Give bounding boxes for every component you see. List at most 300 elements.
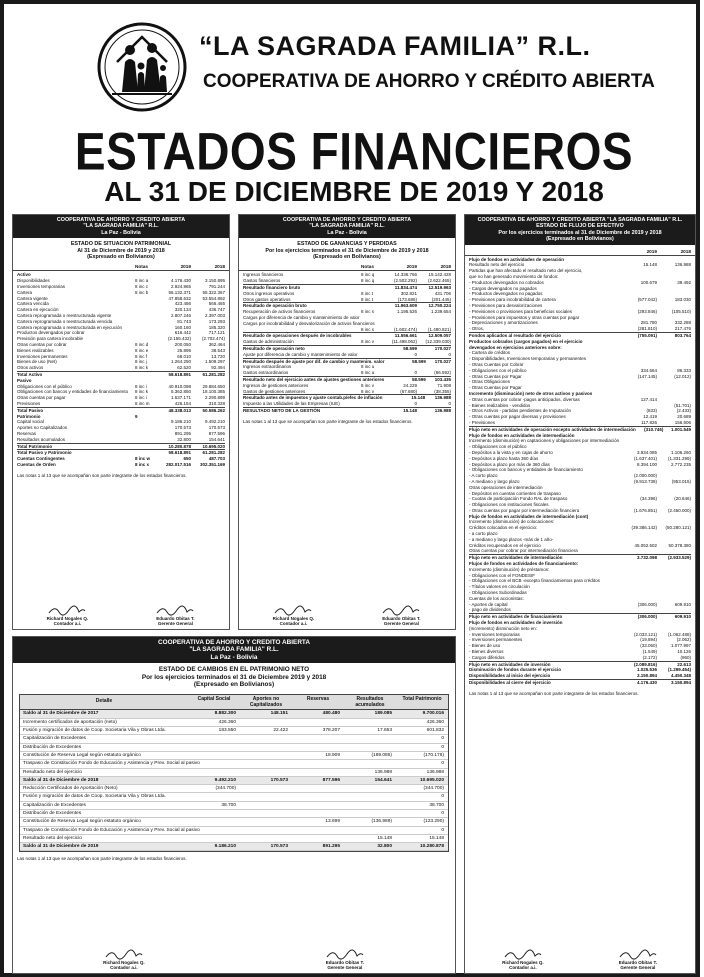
equity-signatures	[13, 948, 455, 970]
row-value-2019: 200.050	[174, 342, 191, 347]
row-label: Previsiones	[17, 400, 41, 406]
row-label: Cuentas de Orden	[17, 461, 56, 467]
row-value-2018: 12.519.963	[428, 285, 451, 291]
row-value-2019: 48.338.013	[168, 407, 191, 413]
row-label: Obligaciones con el público	[17, 383, 72, 389]
equity-h3: La Paz - Bolivia	[210, 653, 258, 661]
row-label: Cargos por diferencia de cambio y mantenimiento de valor	[243, 315, 360, 321]
row-label: Distribución de Excedentes	[23, 811, 82, 816]
row-label: Otras cuentas por pagar	[17, 395, 66, 401]
row-note-ref	[361, 401, 383, 407]
row-value-2018: (12.012)	[674, 373, 691, 379]
table-row	[243, 302, 451, 309]
table-row	[243, 358, 451, 365]
row-value: 170.573	[270, 844, 288, 850]
row-value	[344, 735, 396, 742]
row-value-2019	[623, 548, 657, 554]
row-label: Inversiones temporarias	[17, 284, 66, 290]
row-note-ref: 8 inc e	[135, 347, 149, 353]
row-label: devengados en ejercicios anteriores sobre:	[469, 344, 562, 350]
equity-col-header: Total Patrimonio	[402, 696, 442, 703]
row-value-2019: 117.826	[641, 419, 657, 425]
equity-h1: COOPERATIVA DE AHORRO Y CREDITO ABIERTA	[158, 639, 310, 646]
row-label: - Depósitos a plazo por más de 360 días	[469, 461, 550, 467]
table-row	[243, 401, 451, 407]
row-label: - Obligaciones con bancos y entidades de financiamiento	[469, 467, 583, 473]
row-value: (170.176)	[423, 752, 444, 758]
income-h3: La Paz - Bolivia	[327, 229, 367, 236]
row-value-2019: 127.414	[640, 396, 657, 402]
row-label: Capitalización de Excedentes	[23, 736, 86, 742]
row-label: - Títulos valores en circulación	[469, 584, 530, 590]
row-label: Cartera reprogramada o reestructurada vencida	[17, 318, 113, 324]
row-label: Ingresos extraordinarios	[243, 364, 292, 370]
row-label: Cuentas de los accionistas:	[469, 595, 524, 601]
row-value-2018: 170.573	[208, 425, 225, 431]
row-value-2018: (105.510)	[671, 308, 691, 314]
row-value	[240, 810, 292, 817]
row-value-2018: 310.328	[208, 400, 225, 406]
row-label: RESULTADO NETO DE LA GESTIÓN	[243, 407, 321, 413]
col-2019: 2019	[180, 264, 191, 270]
signature-name: Eduardo Obitas T.	[618, 960, 657, 965]
row-value-2019: 616.442	[174, 330, 191, 336]
row-label: Incremento (disminución) de préstamos:	[469, 566, 550, 572]
signature-scribble-icon	[273, 604, 313, 616]
row-value-2019: 1.537.171	[170, 395, 191, 401]
income-signatures	[239, 604, 455, 626]
row-label: Obligaciones con bancos y entidades de financiamiento	[17, 389, 129, 395]
row-label: Incremento certificados de aportación (neto)	[23, 719, 117, 725]
row-value-2019: 3.732.098	[636, 555, 657, 561]
row-value: 154.641	[374, 777, 392, 783]
table-row	[243, 370, 451, 376]
cashflow-h1: COOPERATIVA DE AHORRO Y CREDITO ABIERTA "LA SAGRADA FAMILIA" R.L.	[477, 217, 683, 223]
row-value-2018: 173.293	[208, 318, 225, 324]
row-value: 10.280.878	[419, 844, 444, 850]
row-label: Activo	[17, 272, 31, 278]
table-row	[20, 818, 448, 826]
row-label: Resultado financiero bruto	[243, 285, 301, 291]
row-value-2018: 217.476	[674, 326, 691, 332]
row-label: - Aportes de capital	[469, 601, 508, 607]
row-note-ref: 8 inc v	[361, 382, 375, 388]
signature-name: Richard Nogales Q.	[46, 616, 89, 621]
row-note-ref	[361, 408, 383, 414]
row-label: - Depósitos a plazo hasta 360 días	[469, 455, 539, 461]
table-row	[17, 401, 225, 407]
row-value-2018: 71.908	[437, 382, 451, 388]
row-value	[240, 769, 292, 776]
row-value-2019: 170.573	[174, 425, 191, 431]
signature-block	[273, 604, 315, 626]
row-label: Resultado neto del ejercicio	[23, 835, 82, 841]
row-value-2019: (293.846)	[637, 308, 657, 314]
row-note-ref: 8 inc w	[135, 456, 151, 462]
row-label: Flujo de fondos en actividades de inversión	[469, 620, 563, 626]
row-label: Disponibilidades al cierre del ejercicio	[469, 680, 551, 685]
row-label: - Depósitos a la vista y en cajas de ahorro	[469, 449, 553, 455]
row-value-2018: 0	[448, 351, 451, 357]
cashflow-h3: Por los ejercicios terminados al 31 de Diciembre de 2019 y 2018	[498, 229, 662, 236]
row-label: - a mediano y largo plazos -más de 1 año-	[469, 536, 554, 542]
row-value-2019: 0	[414, 370, 417, 376]
row-value-2018: 29.884.650	[202, 383, 225, 389]
row-value: (189.085)	[371, 752, 392, 758]
row-note-ref: 8 inc u	[361, 364, 375, 370]
row-value	[240, 785, 292, 792]
row-value	[344, 802, 396, 809]
cashflow-h4: (Expresado en Bolivianos)	[546, 236, 614, 243]
row-label: Otras cuentas por cobrar	[17, 342, 67, 347]
row-value-2019: (39.386.142)	[631, 525, 657, 531]
row-value-2018: 4.450.348	[670, 673, 691, 679]
table-row	[469, 420, 691, 426]
row-value-2018: 10.695.020	[202, 443, 225, 449]
row-label: Capitalización de Excedentes	[23, 802, 86, 808]
row-label: - Provisiones para impuestos y otras cuentas por pagar	[469, 314, 580, 320]
row-label: Otras operaciones de intermediación	[469, 484, 543, 490]
row-label: Otras cuentas por cobrar por intermediación financiera	[469, 548, 578, 554]
row-value-2019: 281.780	[640, 320, 657, 326]
row-value-2018: 1.077.997	[670, 643, 691, 649]
cooperative-logo-icon	[97, 22, 187, 112]
table-row	[17, 365, 225, 371]
row-label: Resultado neto del ejercicio	[23, 769, 82, 775]
row-note-ref: 8 inc d	[135, 342, 149, 347]
row-value	[240, 818, 292, 825]
row-value-2019: 100.679	[640, 279, 657, 285]
row-note-ref: 8 inc s	[361, 309, 375, 315]
table-row	[243, 376, 451, 383]
row-label: - Cuotas de participación Fondo RAL de traspaso	[469, 496, 568, 502]
row-value-2018: 2.397.003	[204, 313, 225, 319]
row-value-2018: 22.613	[677, 661, 691, 667]
row-label: Flujo neto en actividades de financiamiento	[469, 614, 563, 620]
row-value	[292, 802, 344, 809]
equity-col-header: Resultados acumulados	[355, 696, 385, 709]
income-h1: COOPERATIVA DE AHORRO Y CREDITO ABIERTA	[282, 217, 412, 223]
balance-rows	[13, 271, 229, 468]
balance-date: Al 31 de Diciembre de 2019 y 2018	[77, 247, 165, 254]
row-note-ref: 8 inc b	[135, 289, 149, 295]
row-value-2019: 58.618.891	[168, 450, 191, 456]
table-row	[20, 719, 448, 727]
row-value	[292, 769, 344, 776]
row-label: Total Pasivo	[17, 407, 44, 413]
row-value-2018: (2.702.474)	[201, 336, 225, 342]
row-note-ref: 8 inc a	[135, 278, 149, 284]
row-value-2019: 14.336.766	[394, 272, 417, 278]
row-value	[292, 793, 344, 800]
signature-scribble-icon	[47, 604, 87, 616]
row-label: Resultado después de ajuste por dif. de cambio y mantenim. valor	[243, 358, 385, 364]
row-label: - Cartera de créditos	[469, 350, 511, 356]
row-label: - Otros Activos - partidas pendientes de Imputación	[469, 408, 572, 414]
row-value-2018: (38.355)	[434, 388, 451, 394]
row-label: Créditos colocados en el ejercicio:	[469, 525, 538, 531]
table-row	[243, 352, 451, 358]
row-label: - Depósitos en cuentas corrientes de traspaso	[469, 490, 561, 496]
row-value-2018: (1.062.488)	[667, 631, 691, 637]
row-value	[292, 719, 344, 726]
row-value	[344, 744, 396, 751]
equity-h2: "LA SAGRADA FAMILIA" R.L.	[189, 646, 279, 654]
table-row	[17, 443, 225, 450]
row-value-2018	[657, 607, 691, 613]
row-value: 9.186.210	[214, 844, 236, 850]
table-row	[243, 339, 451, 345]
row-value-2018: 136.988	[674, 262, 691, 268]
cashflow-rows	[465, 256, 695, 687]
row-label: Resultado de operación neto	[243, 346, 305, 351]
row-note-ref: 8 inc f	[135, 353, 148, 359]
table-row	[469, 679, 691, 686]
table-row	[20, 843, 448, 851]
row-value-2018: 1.001.549	[670, 426, 691, 432]
balance-signatures	[13, 604, 229, 626]
row-label: Resultados acumulados	[17, 436, 66, 442]
table-row	[17, 407, 225, 414]
row-label: Flujo neto en actividades de operación excepto actividades de intermediación	[469, 426, 636, 432]
row-value-2019: 11.834.474	[394, 285, 417, 291]
equity-title-block	[13, 666, 455, 688]
equity-units: (Expresado en Bolivianos)	[193, 681, 275, 689]
row-value-2018: (66.592)	[434, 370, 451, 376]
row-value-2018: 332.288	[674, 320, 691, 326]
col-2019: 2019	[406, 264, 417, 270]
row-label: - Otras Obligaciones	[469, 379, 511, 385]
row-value-2019: 58.599	[403, 346, 417, 351]
balance-h1: COOPERATIVA DE AHORRO Y CREDITO ABIERTA	[56, 217, 186, 223]
row-label: Gastos financieros	[243, 278, 281, 284]
row-value-2019: (173.686)	[397, 296, 417, 302]
income-period: Por los ejercicios terminados el 31 de Diciembre de 2019 y 2018	[265, 247, 429, 254]
table-row	[243, 394, 451, 401]
row-value-2018: 103.435	[434, 376, 451, 382]
row-value-2019: (147.145)	[637, 373, 657, 379]
row-value-2018: 1.239.654	[430, 309, 451, 315]
row-label: Bienes de uso (Net)	[17, 359, 57, 365]
row-value-2018: 1.106.260	[670, 449, 691, 455]
row-label: Gastos extraordinarios	[243, 370, 289, 376]
row-value-2019: (833)	[646, 408, 657, 414]
row-value	[240, 735, 292, 742]
table-row	[20, 752, 448, 760]
row-value-2018: 61.281.282	[202, 371, 225, 377]
row-value-2018: 436.747	[208, 307, 225, 313]
row-label: Total Activo	[17, 371, 43, 377]
row-label: - Cargos diferidos	[469, 654, 505, 660]
row-label: Saldo al 31 de Diciembre de 2018	[23, 777, 99, 783]
row-label: Pasivo	[17, 377, 32, 383]
balance-h3: La Paz - Bolivia	[101, 229, 141, 236]
row-value-2018: 431.706	[434, 290, 451, 296]
row-value-2018: 38.543	[211, 347, 225, 353]
table-row	[20, 810, 448, 818]
table-row	[469, 613, 691, 620]
signature-name: Richard Nogales Q.	[272, 616, 315, 621]
row-value-2019: 3.934.085	[636, 449, 657, 455]
row-label: - Otras cuentas por cobrar -pagos anticipados, diversas	[469, 396, 580, 402]
row-value-2019: 1.264.250	[170, 359, 191, 365]
row-value	[240, 719, 292, 726]
row-value: 38.700	[429, 802, 444, 808]
row-note-ref: 8 inc v	[361, 388, 375, 394]
row-value-2019: 9.186.210	[170, 419, 191, 425]
row-value-2018: 566.465	[208, 301, 225, 307]
row-value-2018: 9.492.210	[204, 419, 225, 425]
row-label: Constitución de Reserva Legal según estatuto orgánico	[23, 819, 141, 825]
row-value-2019: (306.000)	[637, 614, 657, 620]
equity-note: Las notas 1 al 13 que se acompañan son parte integrante de los estados financieros.	[17, 856, 187, 862]
row-value-2018: 12.750.224	[428, 303, 451, 309]
cashflow-signatures	[465, 948, 695, 970]
income-h2: "LA SAGRADA FAMILIA" R.L.	[309, 223, 385, 230]
row-label: - Obligaciones con el BCB -excepto financiamientos para créditos	[469, 578, 600, 584]
signature-scribble-icon	[155, 604, 195, 616]
row-label: Cartera vencida	[17, 301, 49, 307]
row-value-2019: (19.894)	[640, 637, 657, 643]
row-label: Recuperación de activos financieros	[243, 309, 316, 315]
row-label: Distribución de Excedentes	[23, 744, 82, 750]
row-value-2019: 302.821	[400, 290, 417, 296]
row-value: 17.653	[377, 728, 392, 734]
row-value-2018: 183.030	[674, 297, 691, 303]
balance-h2: "LA SAGRADA FAMILIA" R.L.	[83, 223, 159, 230]
row-value-2019: 32.800	[177, 436, 191, 442]
row-value-2019: 40.910.098	[168, 383, 191, 389]
row-label: Flujo neto en actividades de inversión	[469, 661, 551, 667]
row-label: Previsión para cartera incobrable	[17, 336, 84, 342]
row-value-2019: 334.664	[640, 367, 657, 373]
row-value-2019: (2.089.816)	[633, 661, 657, 667]
row-value: 378.207	[322, 728, 340, 734]
row-label: - Productos devengados no cobrados	[469, 279, 544, 285]
row-value	[349, 760, 399, 767]
row-label: - Bienes de uso	[469, 643, 501, 649]
row-label: Otros gastos operativos	[243, 296, 291, 302]
equity-col-header: Capital Social	[197, 696, 231, 703]
signature-role: Contador a.i.	[509, 965, 537, 970]
row-value-2019: (33.060)	[640, 643, 657, 649]
row-label: - a corto plazo	[469, 531, 498, 537]
row-value-2019	[623, 607, 657, 613]
table-row	[243, 345, 451, 352]
row-value	[240, 793, 292, 800]
signature-block	[155, 604, 195, 626]
table-row	[243, 278, 451, 284]
row-value-2018: (1.299.454)	[667, 667, 691, 673]
row-value: 148.151	[270, 711, 288, 717]
row-value: 0	[441, 811, 444, 816]
row-value-2019: 0	[414, 351, 417, 357]
row-value	[344, 785, 396, 792]
equity-col-header: Detalle	[95, 698, 113, 705]
signature-name: Richard Nogales Q.	[502, 960, 544, 965]
equity-table	[19, 694, 449, 852]
row-value-2019: 1.025.536	[636, 667, 657, 673]
signature-role: Gerente General	[620, 965, 656, 970]
row-value	[292, 744, 344, 751]
table-row	[20, 793, 448, 801]
row-label: Créditos recuperados en el ejercicio	[469, 542, 541, 548]
row-value-2019: 45.052.502	[634, 542, 657, 548]
row-label: - Obligaciones con el público	[469, 444, 527, 450]
row-label: Resultado antes de impuestos y ajuste contab.p/efec de inflación	[243, 395, 383, 401]
balance-note: Las notas 1 al 13 que se acompañan son parte integrante de los estados financieros.	[17, 472, 187, 478]
row-value: 0	[441, 761, 444, 767]
row-label: Cartera reprogramada o reestructurada vigente	[17, 313, 112, 319]
row-label: - Bienes realizables - vendidos	[469, 402, 531, 408]
row-value-2018: 92.494	[211, 365, 225, 371]
row-note-ref: 8 inc q	[361, 278, 375, 284]
row-label: Flujos de fondos en actividades de financiamiento:	[469, 561, 579, 567]
row-label: Ingresos de gestiones anteriores	[243, 382, 309, 388]
row-note-ref: 8 inc i	[135, 383, 147, 389]
table-row	[243, 407, 451, 414]
table-row	[469, 326, 691, 332]
row-value	[249, 760, 299, 767]
income-statement-panel	[238, 214, 456, 630]
income-column-headers	[239, 263, 455, 271]
signature-role: Contador a.i.	[53, 621, 82, 626]
row-label: - Obligaciones con el FONDESIF	[469, 572, 536, 578]
row-value-2018: 717.121	[208, 330, 225, 336]
row-value: (136.989)	[371, 819, 392, 825]
row-value-2018: 15.142.428	[428, 272, 451, 278]
signature-block	[502, 948, 544, 970]
row-value-2019: (755.091)	[637, 332, 657, 338]
row-value: 480.480	[322, 711, 340, 717]
table-row	[20, 835, 448, 843]
row-label: - Otros,	[469, 326, 485, 332]
row-value-2019: 81.743	[177, 318, 191, 324]
row-value-2019: 58.599	[412, 358, 426, 364]
row-value-2018: 18.100.385	[202, 389, 225, 395]
row-value-2019: (2.000.000)	[633, 473, 657, 479]
row-value	[240, 752, 292, 759]
row-value: 15.148	[429, 835, 444, 841]
row-note-ref: 8 inc i	[135, 395, 147, 401]
row-label: Resultado neto del ejercicio	[469, 262, 525, 268]
signature-role: Gerente General	[327, 965, 363, 970]
row-label: - Previsiones	[469, 419, 496, 425]
row-value-2019: (2.155.432)	[167, 336, 191, 342]
row-label: - Previsiones o provisiones para beneficios sociales	[469, 308, 573, 314]
row-value: (123.290)	[423, 819, 444, 825]
row-value-2019: (1.549)	[642, 649, 657, 655]
table-row	[20, 727, 448, 735]
row-value-2019: (9.913.738)	[633, 478, 657, 484]
row-value: 22.422	[273, 728, 288, 734]
row-value-2018: 803.764	[674, 332, 691, 338]
cashflow-column-headers	[465, 248, 695, 256]
row-value-2019: 2.924.965	[170, 284, 191, 290]
row-value-2018: 3.150.894	[670, 680, 691, 685]
main-title: ESTADOS FINANCIEROS	[74, 121, 634, 181]
table-row	[469, 554, 691, 561]
row-label: - Otras Cuentas por Pagar	[469, 385, 522, 391]
row-value-2018: (51.701)	[674, 402, 691, 408]
row-note-ref: 8 inc t	[361, 296, 374, 302]
income-title-block	[239, 241, 455, 260]
row-label: Gastos de administración	[243, 339, 294, 345]
row-value	[188, 735, 240, 742]
table-row	[469, 661, 691, 668]
row-value-2018: 136.988	[434, 407, 451, 413]
row-value-2019: 58.618.891	[168, 371, 191, 377]
